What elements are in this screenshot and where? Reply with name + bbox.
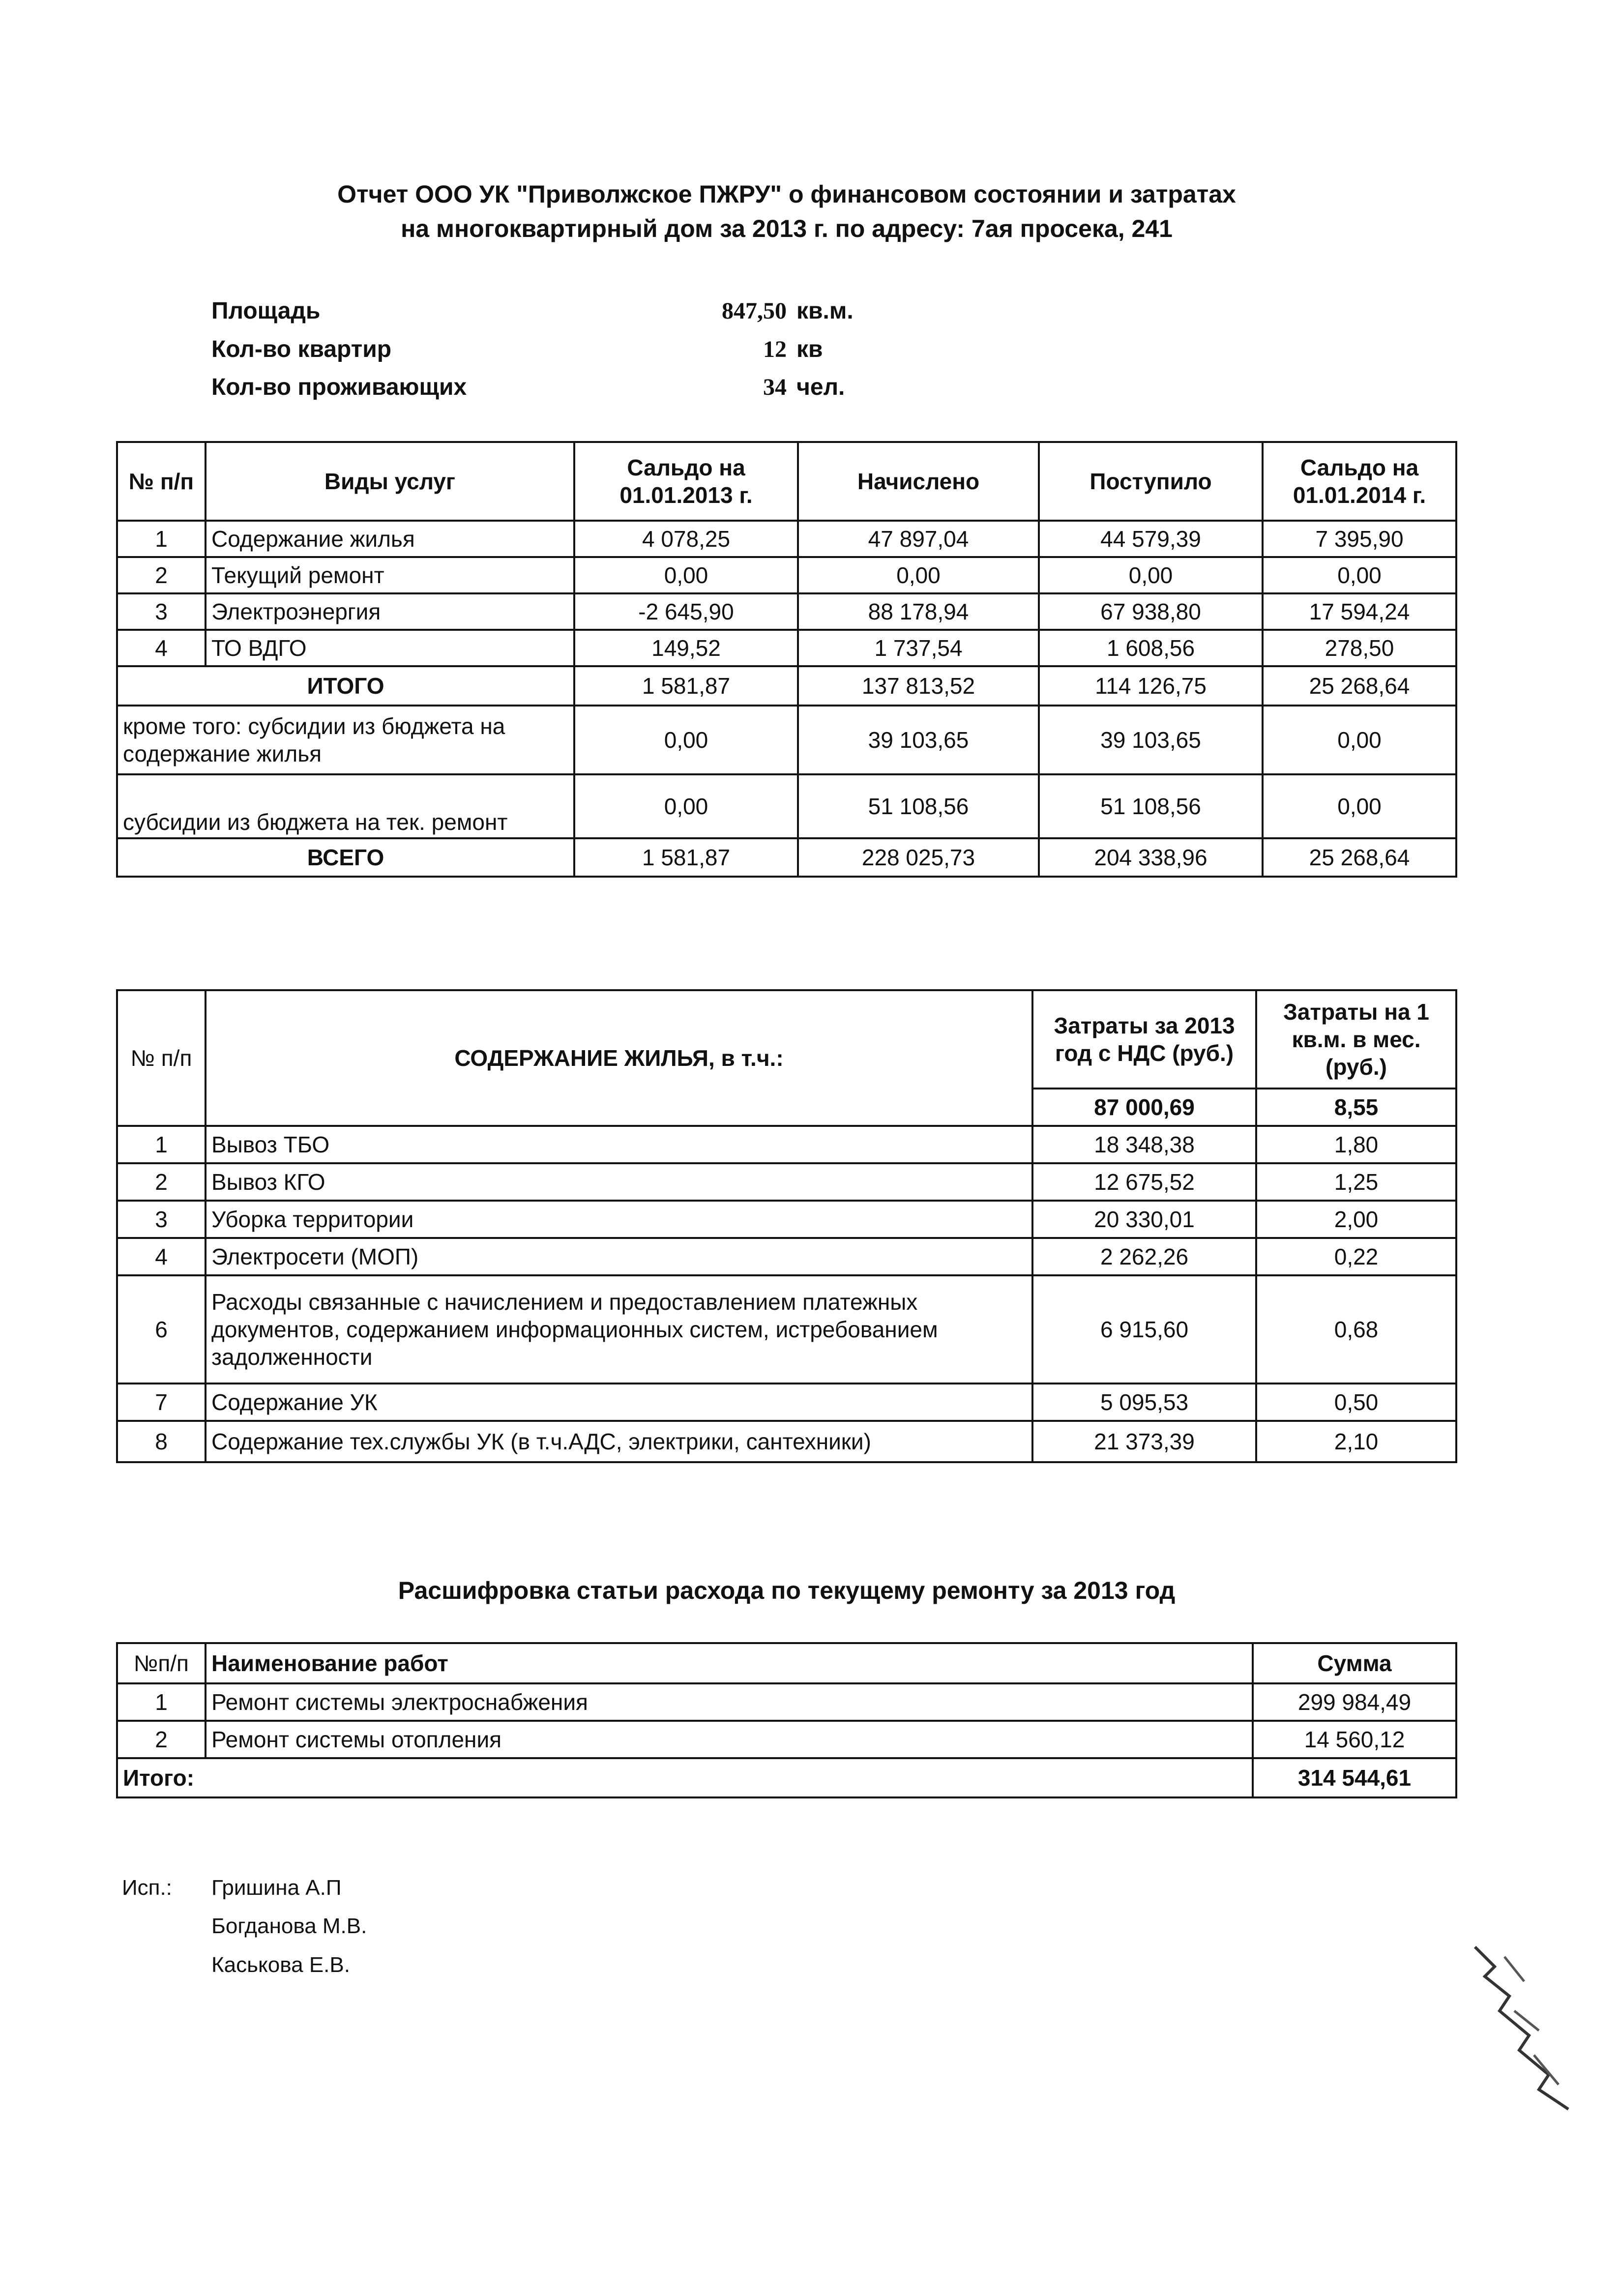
row-per-sqm: 1,80	[1256, 1126, 1456, 1163]
row-num: 6	[117, 1275, 206, 1383]
row-charged: 0,00	[798, 557, 1039, 593]
info-area-row	[0, 297, 854, 327]
repair-header-sum: Сумма	[1253, 1643, 1456, 1683]
col-header-num: № п/п	[117, 442, 206, 521]
info-flats-value: 12	[763, 336, 787, 362]
row-item: Содержание тех.службы УК (в т.ч.АДС, электрики, сантехники)	[206, 1421, 1032, 1462]
vsego-received: 204 338,96	[1039, 838, 1263, 877]
col-header-service: Виды услуг	[206, 442, 574, 521]
costs-header-annual: Затраты за 2013 год с НДС (руб.)	[1032, 990, 1256, 1089]
itogo-row	[117, 666, 1456, 706]
vsego-charged: 228 025,73	[798, 838, 1039, 877]
subsidy-repair-row	[117, 774, 1456, 838]
row-annual: 20 330,01	[1032, 1201, 1256, 1238]
services-balance-table	[116, 441, 1457, 878]
row-num: 1	[117, 1126, 206, 1163]
row-num: 7	[117, 1383, 206, 1421]
row-charged: 88 178,94	[798, 593, 1039, 630]
row-per-sqm: 2,10	[1256, 1421, 1456, 1462]
itogo-received: 114 126,75	[1039, 666, 1263, 706]
table-row	[117, 1238, 1456, 1275]
row-annual: 2 262,26	[1032, 1238, 1256, 1275]
row-charged: 47 897,04	[798, 521, 1039, 557]
row-num: 2	[117, 1721, 206, 1758]
row-service: Текущий ремонт	[206, 557, 574, 593]
vsego-balance-2013: 1 581,87	[574, 838, 798, 877]
repair-breakdown-title: Расшифровка статьи расхода по текущему ремонту за 2013 год	[398, 1577, 1176, 1604]
row-num: 3	[117, 1201, 206, 1238]
repair-breakdown-table	[116, 1642, 1457, 1798]
row-charged: 1 737,54	[798, 630, 1039, 666]
subsidy-maintenance-balance-2014: 0,00	[1263, 706, 1456, 774]
table-row	[117, 1683, 1456, 1721]
info-residents-unit: чел.	[796, 374, 845, 400]
itogo-balance-2013: 1 581,87	[574, 666, 798, 706]
vsego-label: ВСЕГО	[117, 838, 574, 877]
vsego-balance-2014: 25 268,64	[1263, 838, 1456, 877]
row-received: 67 938,80	[1039, 593, 1263, 630]
row-num: 1	[117, 521, 206, 557]
row-received: 44 579,39	[1039, 521, 1263, 557]
subsidy-repair-balance-2014: 0,00	[1263, 774, 1456, 838]
repair-total-sum: 314 544,61	[1253, 1758, 1456, 1797]
table-row	[117, 630, 1456, 666]
row-balance-2013: 4 078,25	[574, 521, 798, 557]
row-annual: 18 348,38	[1032, 1126, 1256, 1163]
row-per-sqm: 0,50	[1256, 1383, 1456, 1421]
row-num: 8	[117, 1421, 206, 1462]
table-row	[117, 593, 1456, 630]
row-annual: 12 675,52	[1032, 1163, 1256, 1201]
col-header-charged: Начислено	[798, 442, 1039, 521]
row-service: ТО ВДГО	[206, 630, 574, 666]
row-work: Ремонт системы отопления	[206, 1721, 1253, 1758]
info-residents-value: 34	[763, 374, 787, 400]
info-residents-label: Кол-во проживающих	[211, 374, 467, 400]
row-balance-2014: 17 594,24	[1263, 593, 1456, 630]
col-header-balance-2013: Сальдо на 01.01.2013 г.	[574, 442, 798, 521]
subsidy-maintenance-balance-2013: 0,00	[574, 706, 798, 774]
costs-header-name: СОДЕРЖАНИЕ ЖИЛЬЯ, в т.ч.:	[206, 990, 1032, 1126]
report-title-line1: Отчет ООО УК "Приволжское ПЖРУ" о финансовом состоянии и затратах	[337, 180, 1236, 208]
row-num: 3	[117, 593, 206, 630]
vsego-row	[117, 838, 1456, 877]
signers-label: Исп.:	[122, 1876, 172, 1900]
row-balance-2013: -2 645,90	[574, 593, 798, 630]
row-num: 1	[117, 1683, 206, 1721]
row-received: 1 608,56	[1039, 630, 1263, 666]
row-num: 2	[117, 1163, 206, 1201]
itogo-balance-2014: 25 268,64	[1263, 666, 1456, 706]
repair-total-label: Итого:	[117, 1758, 1253, 1797]
signer-name: Богданова М.В.	[211, 1914, 367, 1938]
subsidy-maintenance-row	[117, 706, 1456, 774]
subsidy-repair-charged: 51 108,56	[798, 774, 1039, 838]
row-balance-2014: 7 395,90	[1263, 521, 1456, 557]
info-area-unit: кв.м.	[796, 298, 854, 324]
subsidy-maintenance-charged: 39 103,65	[798, 706, 1039, 774]
table-row	[117, 1421, 1456, 1462]
row-annual: 6 915,60	[1032, 1275, 1256, 1383]
info-flats-row	[0, 336, 823, 365]
col-header-balance-2014: Сальдо на 01.01.2014 г.	[1263, 442, 1456, 521]
costs-header-row	[117, 990, 1456, 1089]
repair-total-row	[117, 1758, 1456, 1797]
row-balance-2013: 149,52	[574, 630, 798, 666]
table-row	[117, 1201, 1456, 1238]
info-flats-unit: кв	[796, 336, 823, 362]
row-item: Уборка территории	[206, 1201, 1032, 1238]
row-num: 2	[117, 557, 206, 593]
maintenance-costs-table	[116, 989, 1457, 1463]
table-row	[117, 1275, 1456, 1383]
row-balance-2014: 0,00	[1263, 557, 1456, 593]
itogo-label: ИТОГО	[117, 666, 574, 706]
row-per-sqm: 1,25	[1256, 1163, 1456, 1201]
services-header-row	[117, 442, 1456, 521]
table-row	[117, 1163, 1456, 1201]
info-area-label: Площадь	[211, 298, 321, 324]
row-service: Электроэнергия	[206, 593, 574, 630]
row-item: Расходы связанные с начислением и предоставлением платежных документов, содержанием информационных систем, истребованием задолженности	[206, 1275, 1032, 1383]
table-row	[117, 557, 1456, 593]
row-annual: 5 095,53	[1032, 1383, 1256, 1421]
signer-name: Гришина А.П	[211, 1876, 342, 1900]
table-row	[117, 521, 1456, 557]
table-row	[117, 1721, 1456, 1758]
table-row	[117, 1383, 1456, 1421]
col-header-received: Поступило	[1039, 442, 1263, 521]
costs-total-per-sqm: 8,55	[1256, 1089, 1456, 1126]
subsidy-repair-balance-2013: 0,00	[574, 774, 798, 838]
row-per-sqm: 2,00	[1256, 1201, 1456, 1238]
info-area-value: 847,50	[722, 298, 787, 324]
subsidy-repair-label: субсидии из бюджета на тек. ремонт	[117, 774, 574, 838]
costs-total-annual: 87 000,69	[1032, 1089, 1256, 1126]
subsidy-maintenance-label: кроме того: субсидии из бюджета на содержание жилья	[117, 706, 574, 774]
row-item: Вывоз ТБО	[206, 1126, 1032, 1163]
costs-header-num: № п/п	[117, 990, 206, 1126]
row-work: Ремонт системы электроснабжения	[206, 1683, 1253, 1721]
row-service: Содержание жилья	[206, 521, 574, 557]
row-item: Вывоз КГО	[206, 1163, 1032, 1201]
repair-header-row	[117, 1643, 1456, 1683]
itogo-charged: 137 813,52	[798, 666, 1039, 706]
repair-header-num: №п/п	[117, 1643, 206, 1683]
report-title-line2: на многоквартирный дом за 2013 г. по адресу: 7ая просека, 241	[401, 215, 1173, 242]
handwritten-mark	[1465, 1937, 1593, 2114]
info-flats-label: Кол-во квартир	[211, 336, 392, 362]
row-num: 4	[117, 1238, 206, 1275]
row-balance-2014: 278,50	[1263, 630, 1456, 666]
row-per-sqm: 0,68	[1256, 1275, 1456, 1383]
row-sum: 14 560,12	[1253, 1721, 1456, 1758]
row-per-sqm: 0,22	[1256, 1238, 1456, 1275]
row-balance-2013: 0,00	[574, 557, 798, 593]
row-item: Содержание УК	[206, 1383, 1032, 1421]
row-sum: 299 984,49	[1253, 1683, 1456, 1721]
subsidy-maintenance-received: 39 103,65	[1039, 706, 1263, 774]
signer-name: Каськова Е.В.	[211, 1953, 350, 1977]
row-item: Электросети (МОП)	[206, 1238, 1032, 1275]
row-annual: 21 373,39	[1032, 1421, 1256, 1462]
row-num: 4	[117, 630, 206, 666]
table-row	[117, 1126, 1456, 1163]
subsidy-repair-received: 51 108,56	[1039, 774, 1263, 838]
repair-header-name: Наименование работ	[206, 1643, 1253, 1683]
info-residents-row	[0, 374, 845, 403]
costs-header-per-sqm: Затраты на 1 кв.м. в мес. (руб.)	[1256, 990, 1456, 1089]
row-received: 0,00	[1039, 557, 1263, 593]
